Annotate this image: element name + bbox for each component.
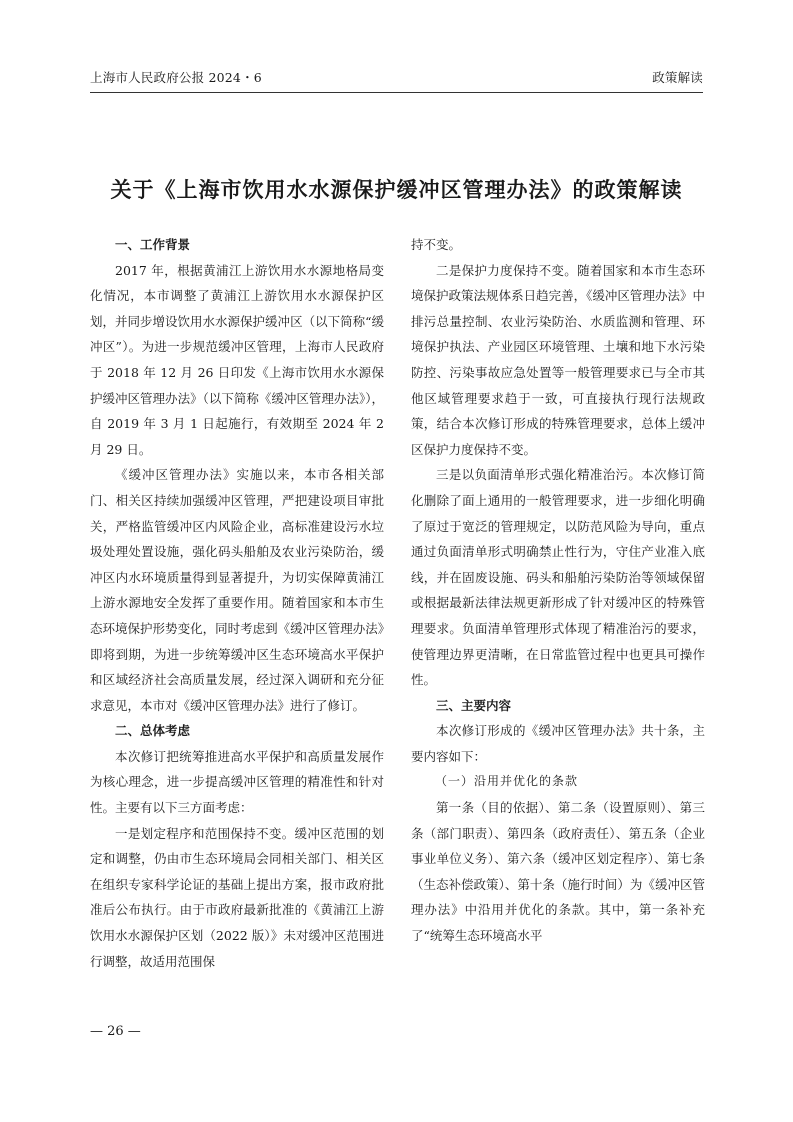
paragraph: 三是以负面清单形式强化精准治污。本次修订简化删除了面上通用的一般管理要求，进一步细化明确了原过于宽泛的管理规定，以防范风险为导向，重点通过负面清单形式明确禁止性行为，守住产业准入底线，并在固废设施、码头和船舶污染防治等领域保留或根据最新法律法规更新形成了针对缓冲区的特殊管理要求。负面清单管理形式体现了精准治污的要求，使管理边界更清晰，在日常监管过程中也更具可操作性。 [411,467,705,688]
subsection-heading: （一）沿用并优化的条款 [435,774,579,789]
section-heading: 二、总体考虑 [115,723,191,739]
paragraph: 本次修订形成的《缓冲区管理办法》共十条，主要内容如下： [411,723,705,764]
paragraph: 2017 年，根据黄浦江上游饮用水水源地格局变化情况，本市调整了黄浦江上游饮用水水源保护区划，并同步增设饮用水水源保护缓冲区（以下简称“缓冲区”）。为进一步规范缓冲区管理，上海市人民政府于 2018 年 12 月 26 日印发《上海市饮用水水源保护缓冲区管理办法》（以下简称《缓冲区管理办法》），自 2019 年 3 月 1 日起施行，有效期至 2024 年 2 月 29 日。 [90,262,384,457]
page-number: — 26 — [90,1024,141,1039]
paragraph: 二是保护力度保持不变。随着国家和本市生态环境保护政策法规体系日趋完善，《缓冲区管理办法》中排污总量控制、农业污染防治、水质监测和管理、环境保护执法、产业园区环境管理、土壤和地下水污染防控、污染事故应急处置等一般管理要求已与全市其他区域管理要求趋于一致，可直接执行现行法规政策，结合本次修订形成的特殊管理要求，总体上缓冲区保护力度保持不变。 [411,262,705,457]
running-header [90,64,703,88]
header-divider [90,92,703,93]
left-column [90,232,384,974]
journal-name: 上海市人民政府公报 2024・6 [90,70,262,85]
section-heading: 三、主要内容 [436,697,512,713]
paragraph: 第一条（目的依据）、第二条（设置原则）、第三条（部门职责）、第四条（政府责任）、第五条（企业事业单位义务）、第六条（缓冲区划定程序）、第七条（生态补偿政策）、第十条（施行时间）为《缓冲区管理办法》中沿用并优化的条款。其中，第一条补充了“统筹生态环境高水平 [411,800,705,944]
paragraph-continuation: 持不变。 [411,237,462,252]
section-name: 政策解读 [652,70,703,85]
section-heading: 一、工作背景 [115,237,191,252]
paragraph: 《缓冲区管理办法》实施以来，本市各相关部门、相关区持续加强缓冲区管理，严把建设项目审批关，严格监管缓冲区内风险企业，高标准建设污水垃圾处理处置设施，强化码头船舶及农业污染防治，缓冲区内水环境质量得到显著提升，为切实保障黄浦江上游水源地安全发挥了重要作用。随着国家和本市生态环境保护形势变化，同时考虑到《缓冲区管理办法》即将到期，为进一步统筹缓冲区生态环境高水平保护和区域经济社会高质量发展，经过深入调研和充分征求意见，本市对《缓冲区管理办法》进行了修订。 [90,467,384,713]
paragraph: 一是划定程序和范围保持不变。缓冲区范围的划定和调整，仍由市生态环境局会同相关部门、相关区在组织专家科学论证的基础上提出方案，报市政府批准后公布执行。由于市政府最新批准的《黄浦江上游饮用水水源保护区划（2022 版）》未对缓冲区范围进行调整，故适用范围保 [90,825,384,969]
right-column [411,232,705,949]
paragraph: 本次修订把统筹推进高水平保护和高质量发展作为核心理念，进一步提高缓冲区管理的精准性和针对性。主要有以下三方面考虑： [90,748,384,816]
article-title: 关于《上海市饮用水水源保护缓冲区管理办法》的政策解读 [110,178,683,202]
